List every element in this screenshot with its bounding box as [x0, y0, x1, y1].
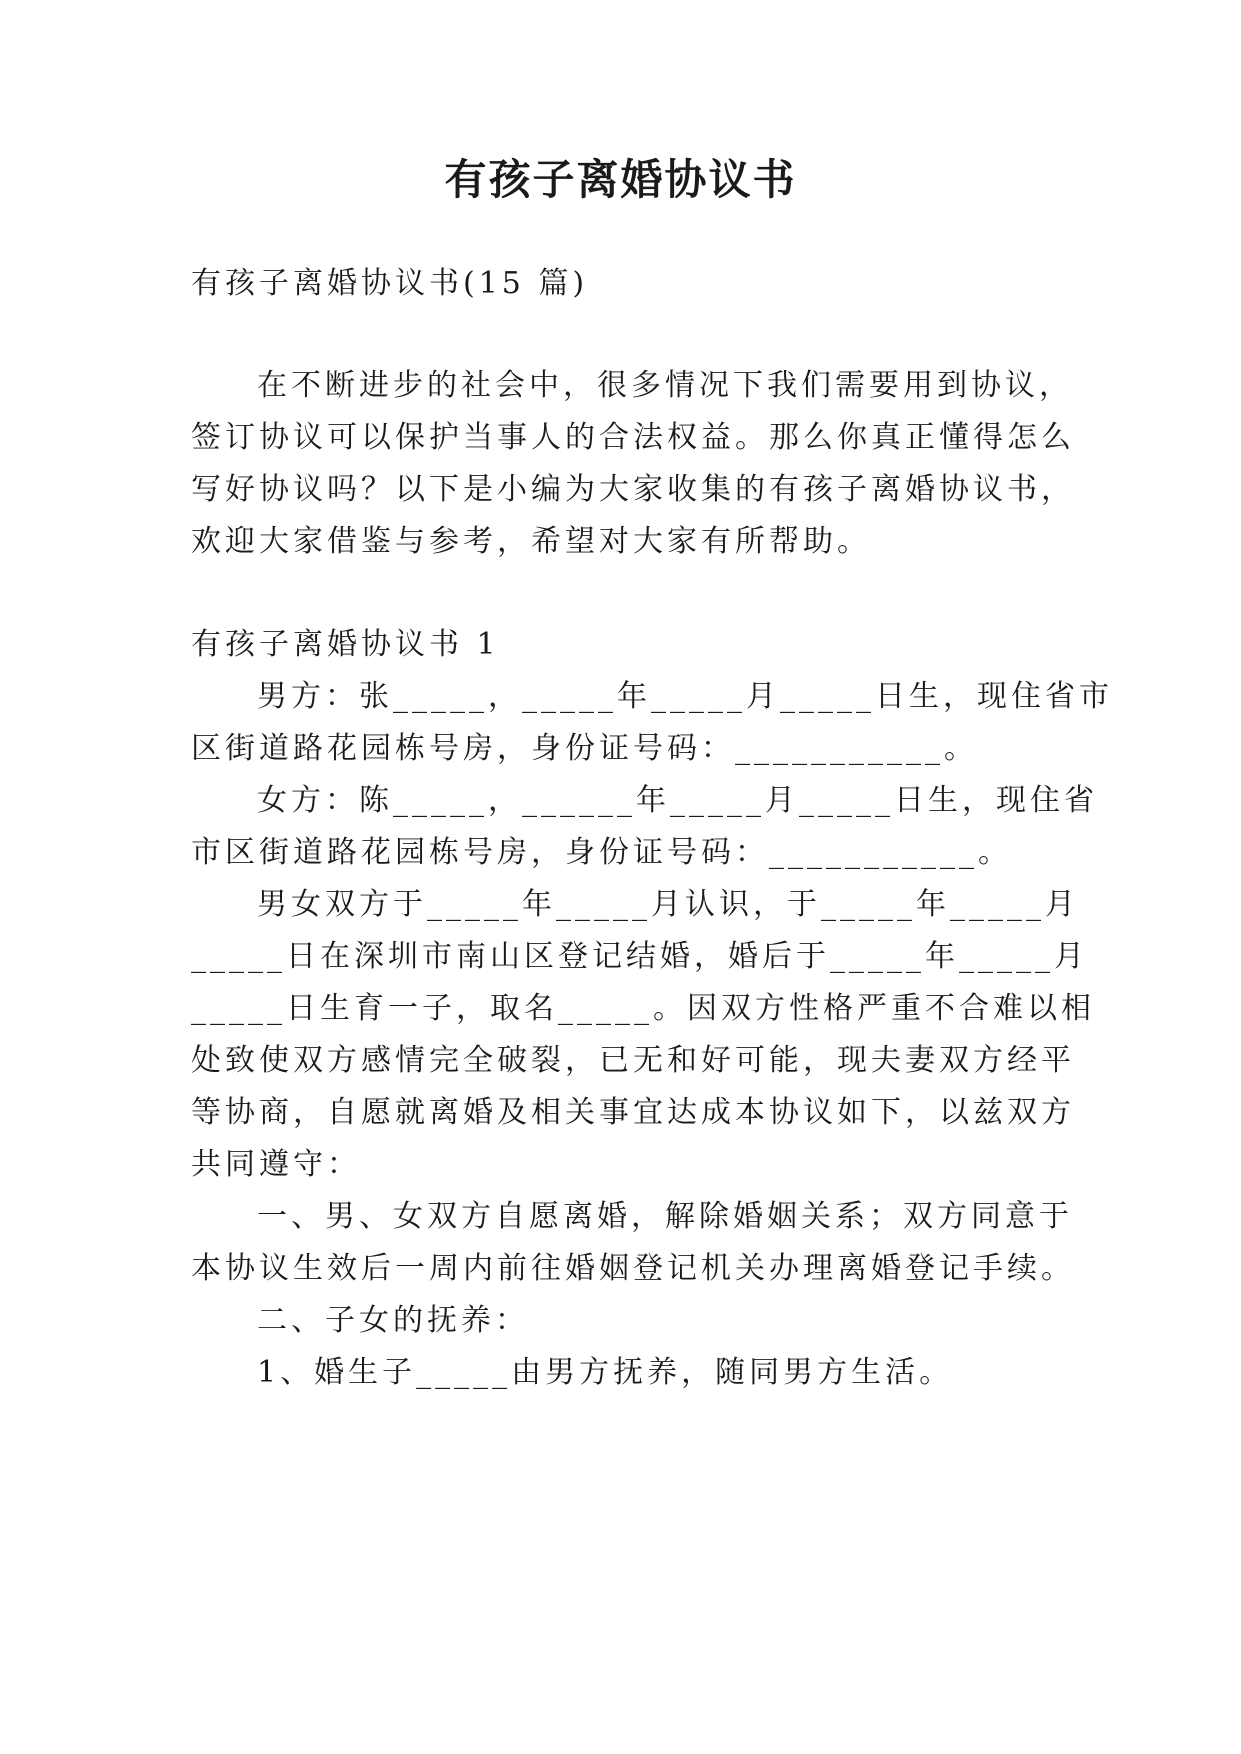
- body-line-13: 二、子女的抚养：: [257, 1303, 529, 1338]
- body-line-4: 市区街道路花园栋号房，身份证号码：___________。: [191, 835, 1012, 870]
- intro-line-4: 欢迎大家借鉴与参考，希望对大家有所帮助。: [191, 524, 871, 559]
- intro-line-1: 在不断进步的社会中，很多情况下我们需要用到协议，: [257, 368, 1073, 403]
- intro-line-2: 签订协议可以保护当事人的合法权益。那么你真正懂得怎么: [191, 420, 1075, 455]
- body-line-6: _____日在深圳市南山区登记结婚，婚后于_____年_____月: [191, 939, 1088, 974]
- body-line-8: 处致使双方感情完全破裂，已无和好可能，现夫妻双方经平: [191, 1043, 1075, 1078]
- body-line-1: 男方：张_____，_____年_____月_____日生，现住省市: [257, 679, 1113, 714]
- body-line-2: 区街道路花园栋号房，身份证号码：___________。: [191, 731, 978, 766]
- section-heading: 有孩子离婚协议书 1: [191, 627, 500, 662]
- body-line-14: 1、婚生子_____由男方抚养，随同男方生活。: [257, 1355, 954, 1390]
- body-line-12: 本协议生效后一周内前往婚姻登记机关办理离婚登记手续。: [191, 1251, 1075, 1286]
- body-line-11: 一、男、女双方自愿离婚，解除婚姻关系；双方同意于: [257, 1199, 1073, 1234]
- body-line-9: 等协商，自愿就离婚及相关事宜达成本协议如下，以兹双方: [191, 1095, 1075, 1130]
- body-line-10: 共同遵守：: [191, 1147, 361, 1182]
- document-title: 有孩子离婚协议书: [444, 155, 797, 204]
- body-line-3: 女方：陈_____，______年_____月_____日生，现住省: [257, 783, 1098, 818]
- body-line-7: _____日生育一子，取名_____。因双方性格严重不合难以相: [191, 991, 1095, 1026]
- body-line-5: 男女双方于_____年_____月认识，于_____年_____月: [257, 887, 1079, 922]
- document-subtitle: 有孩子离婚协议书(15 篇): [191, 266, 589, 301]
- intro-line-3: 写好协议吗？以下是小编为大家收集的有孩子离婚协议书，: [191, 472, 1075, 507]
